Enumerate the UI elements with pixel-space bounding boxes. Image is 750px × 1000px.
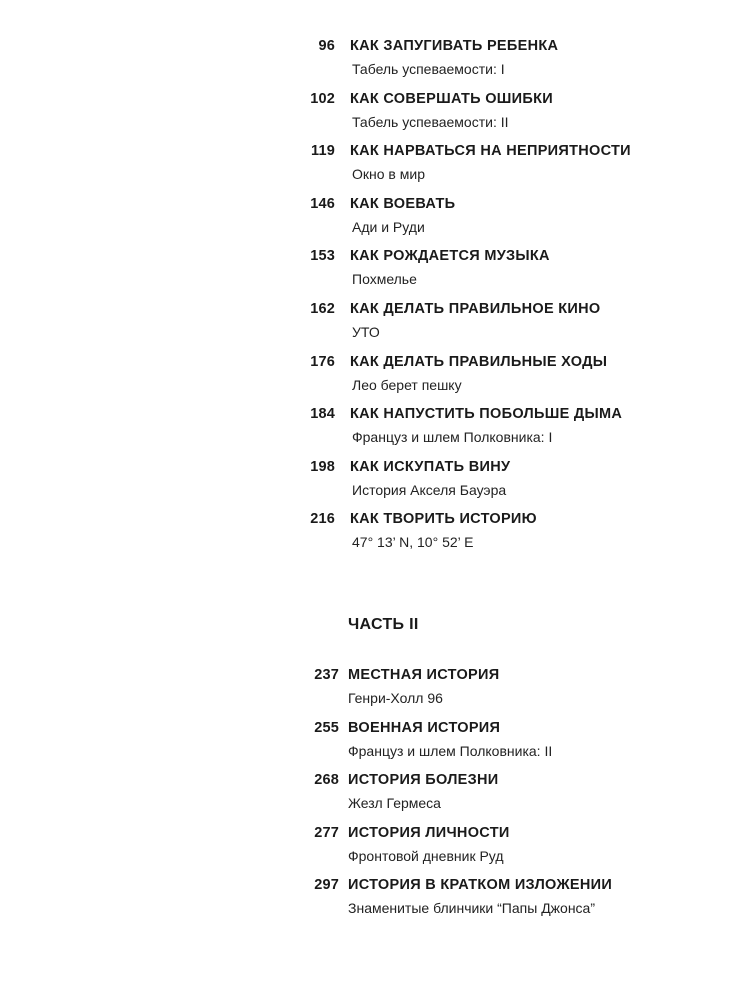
chapter-subtitle: УТО	[352, 323, 380, 340]
toc-entry[interactable]	[0, 246, 750, 299]
chapter-subtitle: Похмелье	[352, 271, 417, 288]
chapter-title: КАК ЗАПУГИВАТЬ РЕБЕНКА	[350, 38, 559, 54]
page-number: 146	[310, 195, 335, 212]
toc-entry[interactable]	[0, 457, 750, 510]
chapter-title: КАК ТВОРИТЬ ИСТОРИЮ	[350, 511, 537, 528]
toc-entry[interactable]	[0, 36, 750, 89]
chapter-title: ИСТОРИЯ ЛИЧНОСТИ	[348, 824, 510, 841]
chapter-subtitle: Фронтовой дневник Руд	[348, 847, 504, 864]
chapter-subtitle: Ади и Руди	[352, 218, 425, 235]
toc-entry[interactable]	[0, 770, 750, 823]
toc-entry[interactable]	[0, 89, 750, 142]
page-number: 119	[311, 143, 335, 160]
page-number: 216	[310, 511, 335, 528]
toc-entry[interactable]	[0, 352, 750, 405]
toc-entry[interactable]	[0, 823, 750, 876]
chapter-subtitle: Француз и шлем Полковника: II	[348, 742, 553, 759]
chapter-title: КАК НАПУСТИТЬ ПОБОЛЬШЕ ДЫМА	[350, 406, 623, 423]
chapter-subtitle: Француз и шлем Полковника: I	[352, 429, 553, 446]
page-number: 255	[314, 719, 339, 736]
toc-part-2	[0, 665, 750, 928]
chapter-title: КАК ДЕЛАТЬ ПРАВИЛЬНЫЕ ХОДЫ	[350, 353, 608, 370]
toc-entry[interactable]	[0, 665, 750, 718]
chapter-title: КАК НАРВАТЬСЯ НА НЕПРИЯТНОСТИ	[350, 143, 631, 160]
toc-entry[interactable]	[0, 509, 750, 562]
page-number: 297	[314, 877, 339, 894]
page-number: 277	[314, 824, 339, 841]
toc-entry[interactable]	[0, 194, 750, 247]
chapter-subtitle: Табель успеваемости: II	[352, 113, 509, 130]
chapter-subtitle: Знаменитые блинчики “Папы Джонса”	[348, 900, 596, 917]
page-number: 176	[310, 353, 335, 370]
page-number: 162	[310, 300, 335, 317]
page-number: 268	[314, 772, 339, 789]
toc-entry[interactable]	[0, 718, 750, 771]
chapter-subtitle: 47° 13’ N, 10° 52’ E	[352, 534, 474, 551]
page-number: 198	[310, 458, 335, 475]
chapter-title: ВОЕННАЯ ИСТОРИЯ	[348, 719, 501, 736]
toc-entry[interactable]	[0, 875, 750, 928]
chapter-subtitle: Генри-Холл 96	[348, 690, 443, 706]
chapter-subtitle: Жезл Гермеса	[348, 795, 441, 812]
part-heading: ЧАСТЬ II	[348, 616, 419, 633]
toc-entry[interactable]	[0, 141, 750, 194]
page-number: 102	[310, 90, 335, 107]
chapter-subtitle: Лео берет пешку	[352, 376, 462, 393]
chapter-title: КАК ИСКУПАТЬ ВИНУ	[350, 458, 511, 475]
page-number: 96	[318, 38, 335, 54]
chapter-title: ИСТОРИЯ В КРАТКОМ ИЗЛОЖЕНИИ	[348, 877, 613, 894]
page-number: 184	[310, 406, 335, 423]
chapter-title: КАК ВОЕВАТЬ	[350, 195, 456, 212]
chapter-title: КАК ДЕЛАТЬ ПРАВИЛЬНОЕ КИНО	[350, 300, 601, 317]
page-number: 237	[314, 667, 339, 683]
chapter-title: ИСТОРИЯ БОЛЕЗНИ	[348, 772, 499, 789]
page-number: 153	[310, 248, 335, 265]
chapter-title: КАК СОВЕРШАТЬ ОШИБКИ	[350, 90, 553, 107]
toc-entry[interactable]	[0, 299, 750, 352]
chapter-subtitle: Окно в мир	[352, 166, 425, 183]
toc-entry[interactable]	[0, 404, 750, 457]
chapter-title: КАК РОЖДАЕТСЯ МУЗЫКА	[350, 248, 550, 265]
toc-part-1	[0, 36, 750, 562]
chapter-subtitle: История Акселя Бауэра	[352, 481, 507, 498]
chapter-title: МЕСТНАЯ ИСТОРИЯ	[348, 667, 500, 683]
chapter-subtitle: Табель успеваемости: I	[352, 61, 505, 77]
